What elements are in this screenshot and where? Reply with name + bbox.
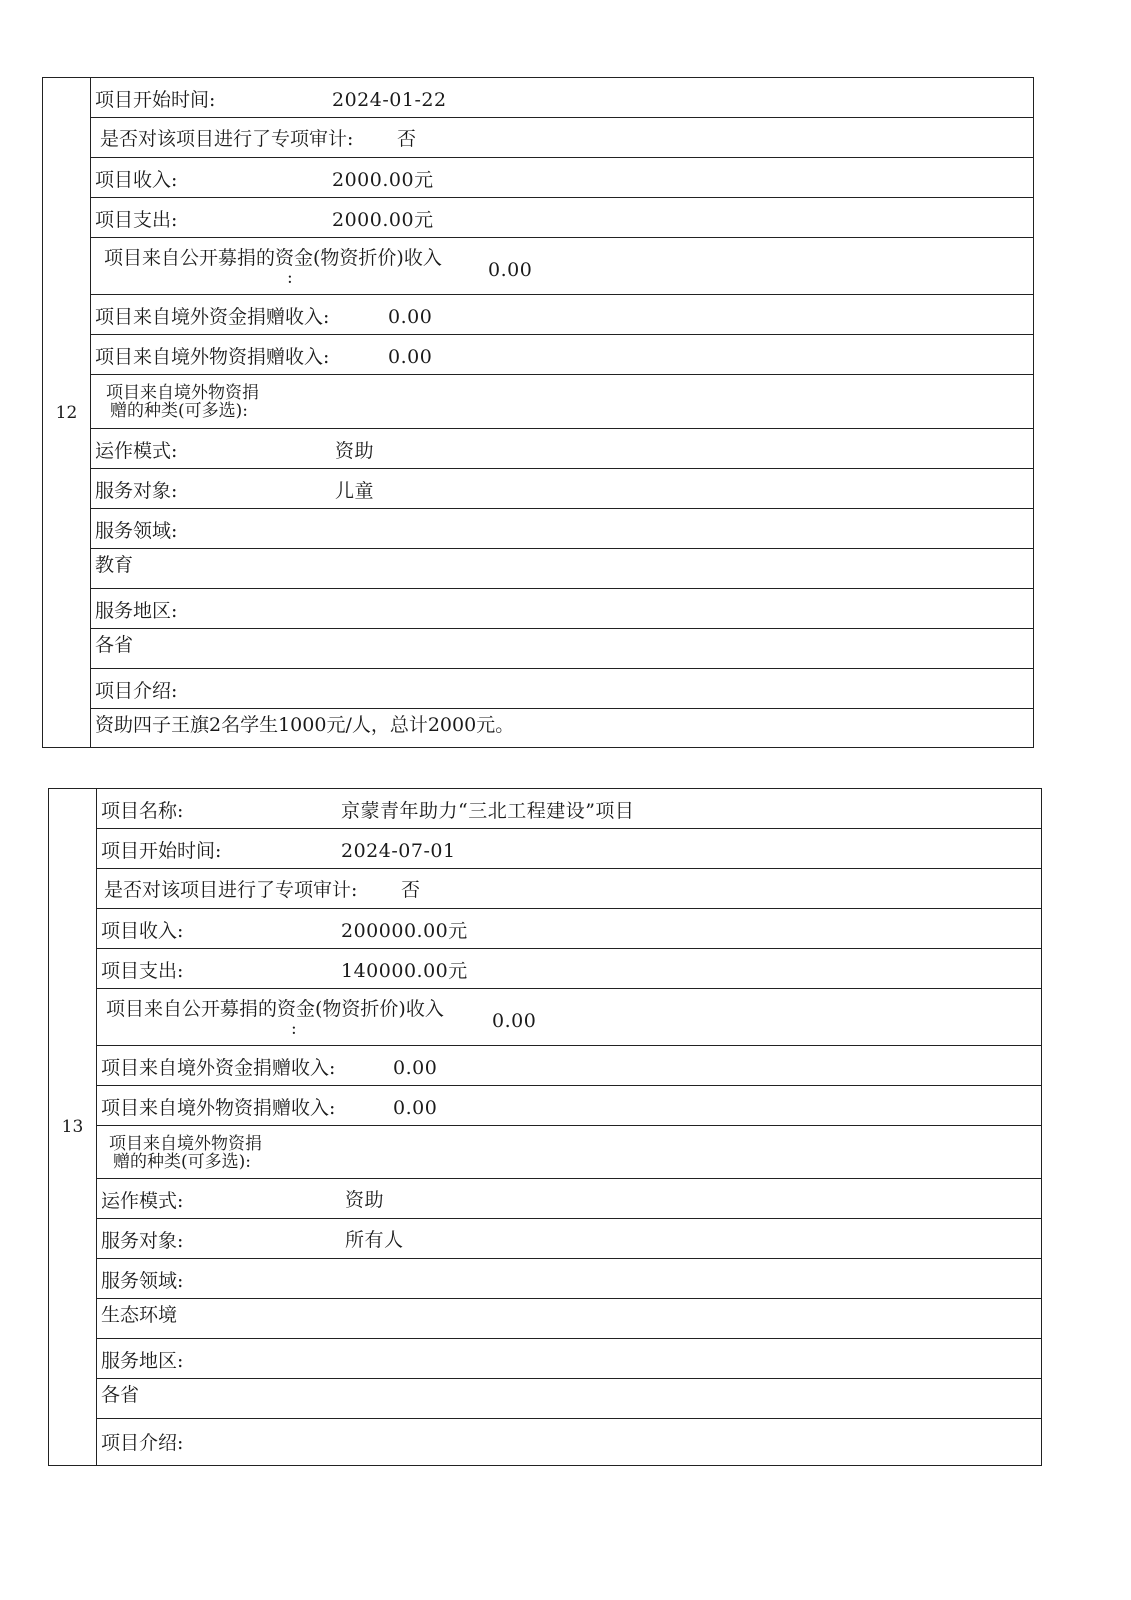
row-income <box>90 158 1033 198</box>
public-fundraising-value: 0.00 <box>488 259 533 281</box>
row-service-target <box>96 1219 1041 1259</box>
foreign-goods-types-label-line1: 项目来自境外物资捐 <box>109 1134 262 1154</box>
public-fundraising-label: 项目来自公开募捐的资金(物资折价)收入 <box>106 998 444 1020</box>
row-foreign-goods-types <box>96 1126 1041 1179</box>
audit-label: 是否对该项目进行了专项审计: <box>104 879 358 901</box>
row-service-target <box>90 469 1033 509</box>
service-field-label: 服务领域: <box>101 1270 184 1292</box>
row-foreign-funds <box>90 295 1033 335</box>
operation-mode-label: 运作模式: <box>101 1190 184 1212</box>
row-service-field-value <box>90 549 1033 589</box>
start-date-value: 2024-01-22 <box>332 89 447 111</box>
service-field-value: 教育 <box>95 554 134 576</box>
row-public-fundraising <box>96 989 1041 1046</box>
expense-value: 140000.00元 <box>341 960 468 982</box>
project-name-label: 项目名称: <box>101 800 184 822</box>
operation-mode-label: 运作模式: <box>95 440 178 462</box>
project-number: 13 <box>49 789 97 1465</box>
row-intro-text <box>90 709 1033 749</box>
audit-value: 否 <box>397 128 417 150</box>
row-foreign-funds <box>96 1046 1041 1086</box>
operation-mode-value: 资助 <box>335 440 375 462</box>
project-name-value: 京蒙青年助力“三北工程建设”项目 <box>341 800 635 822</box>
service-target-label: 服务对象: <box>101 1230 184 1252</box>
service-region-value: 各省 <box>95 634 134 656</box>
public-fundraising-colon: : <box>291 1019 297 1039</box>
row-service-region-value <box>90 629 1033 669</box>
foreign-goods-types-label-line1: 项目来自境外物资捐 <box>106 383 259 403</box>
row-income <box>96 909 1041 949</box>
row-start-date <box>96 829 1041 869</box>
public-fundraising-colon: : <box>287 268 293 288</box>
foreign-goods-value: 0.00 <box>393 1097 438 1119</box>
foreign-funds-label: 项目来自境外资金捐赠收入: <box>101 1057 336 1079</box>
public-fundraising-value: 0.00 <box>492 1010 537 1032</box>
foreign-goods-label: 项目来自境外物资捐赠收入: <box>101 1097 336 1119</box>
service-field-label: 服务领域: <box>95 520 178 542</box>
start-date-value: 2024-07-01 <box>341 840 456 862</box>
project-number: 12 <box>43 78 91 747</box>
service-target-value: 儿童 <box>335 480 375 502</box>
operation-mode-value: 资助 <box>345 1189 385 1211</box>
foreign-funds-value: 0.00 <box>393 1057 438 1079</box>
audit-value: 否 <box>401 879 421 901</box>
public-fundraising-label: 项目来自公开募捐的资金(物资折价)收入 <box>104 247 442 269</box>
service-region-label: 服务地区: <box>101 1350 184 1372</box>
row-public-fundraising <box>90 238 1033 295</box>
row-service-field-label <box>96 1259 1041 1299</box>
foreign-funds-value: 0.00 <box>388 306 433 328</box>
intro-label: 项目介绍: <box>101 1432 184 1454</box>
foreign-goods-label: 项目来自境外物资捐赠收入: <box>95 346 330 368</box>
row-operation-mode <box>96 1179 1041 1219</box>
intro-text: 资助四子王旗2名学生1000元/人，总计2000元。 <box>95 714 515 736</box>
foreign-funds-label: 项目来自境外资金捐赠收入: <box>95 306 330 328</box>
row-service-field-label <box>90 509 1033 549</box>
row-project-name <box>96 789 1041 829</box>
income-value: 2000.00元 <box>332 169 434 191</box>
expense-label: 项目支出: <box>101 960 184 982</box>
intro-label: 项目介绍: <box>95 680 178 702</box>
row-audit <box>90 118 1033 158</box>
row-service-region-label <box>96 1339 1041 1379</box>
row-foreign-goods <box>96 1086 1041 1126</box>
row-foreign-goods <box>90 335 1033 375</box>
service-target-value: 所有人 <box>345 1229 404 1251</box>
foreign-goods-types-label-line2: 赠的种类(可多选): <box>113 1152 251 1172</box>
income-label: 项目收入: <box>95 169 178 191</box>
foreign-goods-value: 0.00 <box>388 346 433 368</box>
expense-label: 项目支出: <box>95 209 178 231</box>
start-date-label: 项目开始时间: <box>95 89 216 111</box>
income-label: 项目收入: <box>101 920 184 942</box>
project-table-12 <box>42 77 1034 748</box>
row-service-region-label <box>90 589 1033 629</box>
row-intro-label <box>96 1419 1041 1465</box>
row-operation-mode <box>90 429 1033 469</box>
row-expense <box>96 949 1041 989</box>
expense-value: 2000.00元 <box>332 209 434 231</box>
audit-label: 是否对该项目进行了专项审计: <box>100 128 354 150</box>
row-start-date <box>90 78 1033 118</box>
project-rows <box>96 789 1041 1465</box>
service-target-label: 服务对象: <box>95 480 178 502</box>
row-foreign-goods-types <box>90 375 1033 429</box>
foreign-goods-types-label-line2: 赠的种类(可多选): <box>110 401 248 421</box>
row-service-region-value <box>96 1379 1041 1419</box>
start-date-label: 项目开始时间: <box>101 840 222 862</box>
row-expense <box>90 198 1033 238</box>
service-field-value: 生态环境 <box>101 1304 178 1326</box>
project-rows <box>90 78 1033 747</box>
project-table-13 <box>48 788 1042 1466</box>
row-audit <box>96 869 1041 909</box>
row-service-field-value <box>96 1299 1041 1339</box>
service-region-value: 各省 <box>101 1384 140 1406</box>
row-intro-label <box>90 669 1033 709</box>
income-value: 200000.00元 <box>341 920 468 942</box>
service-region-label: 服务地区: <box>95 600 178 622</box>
